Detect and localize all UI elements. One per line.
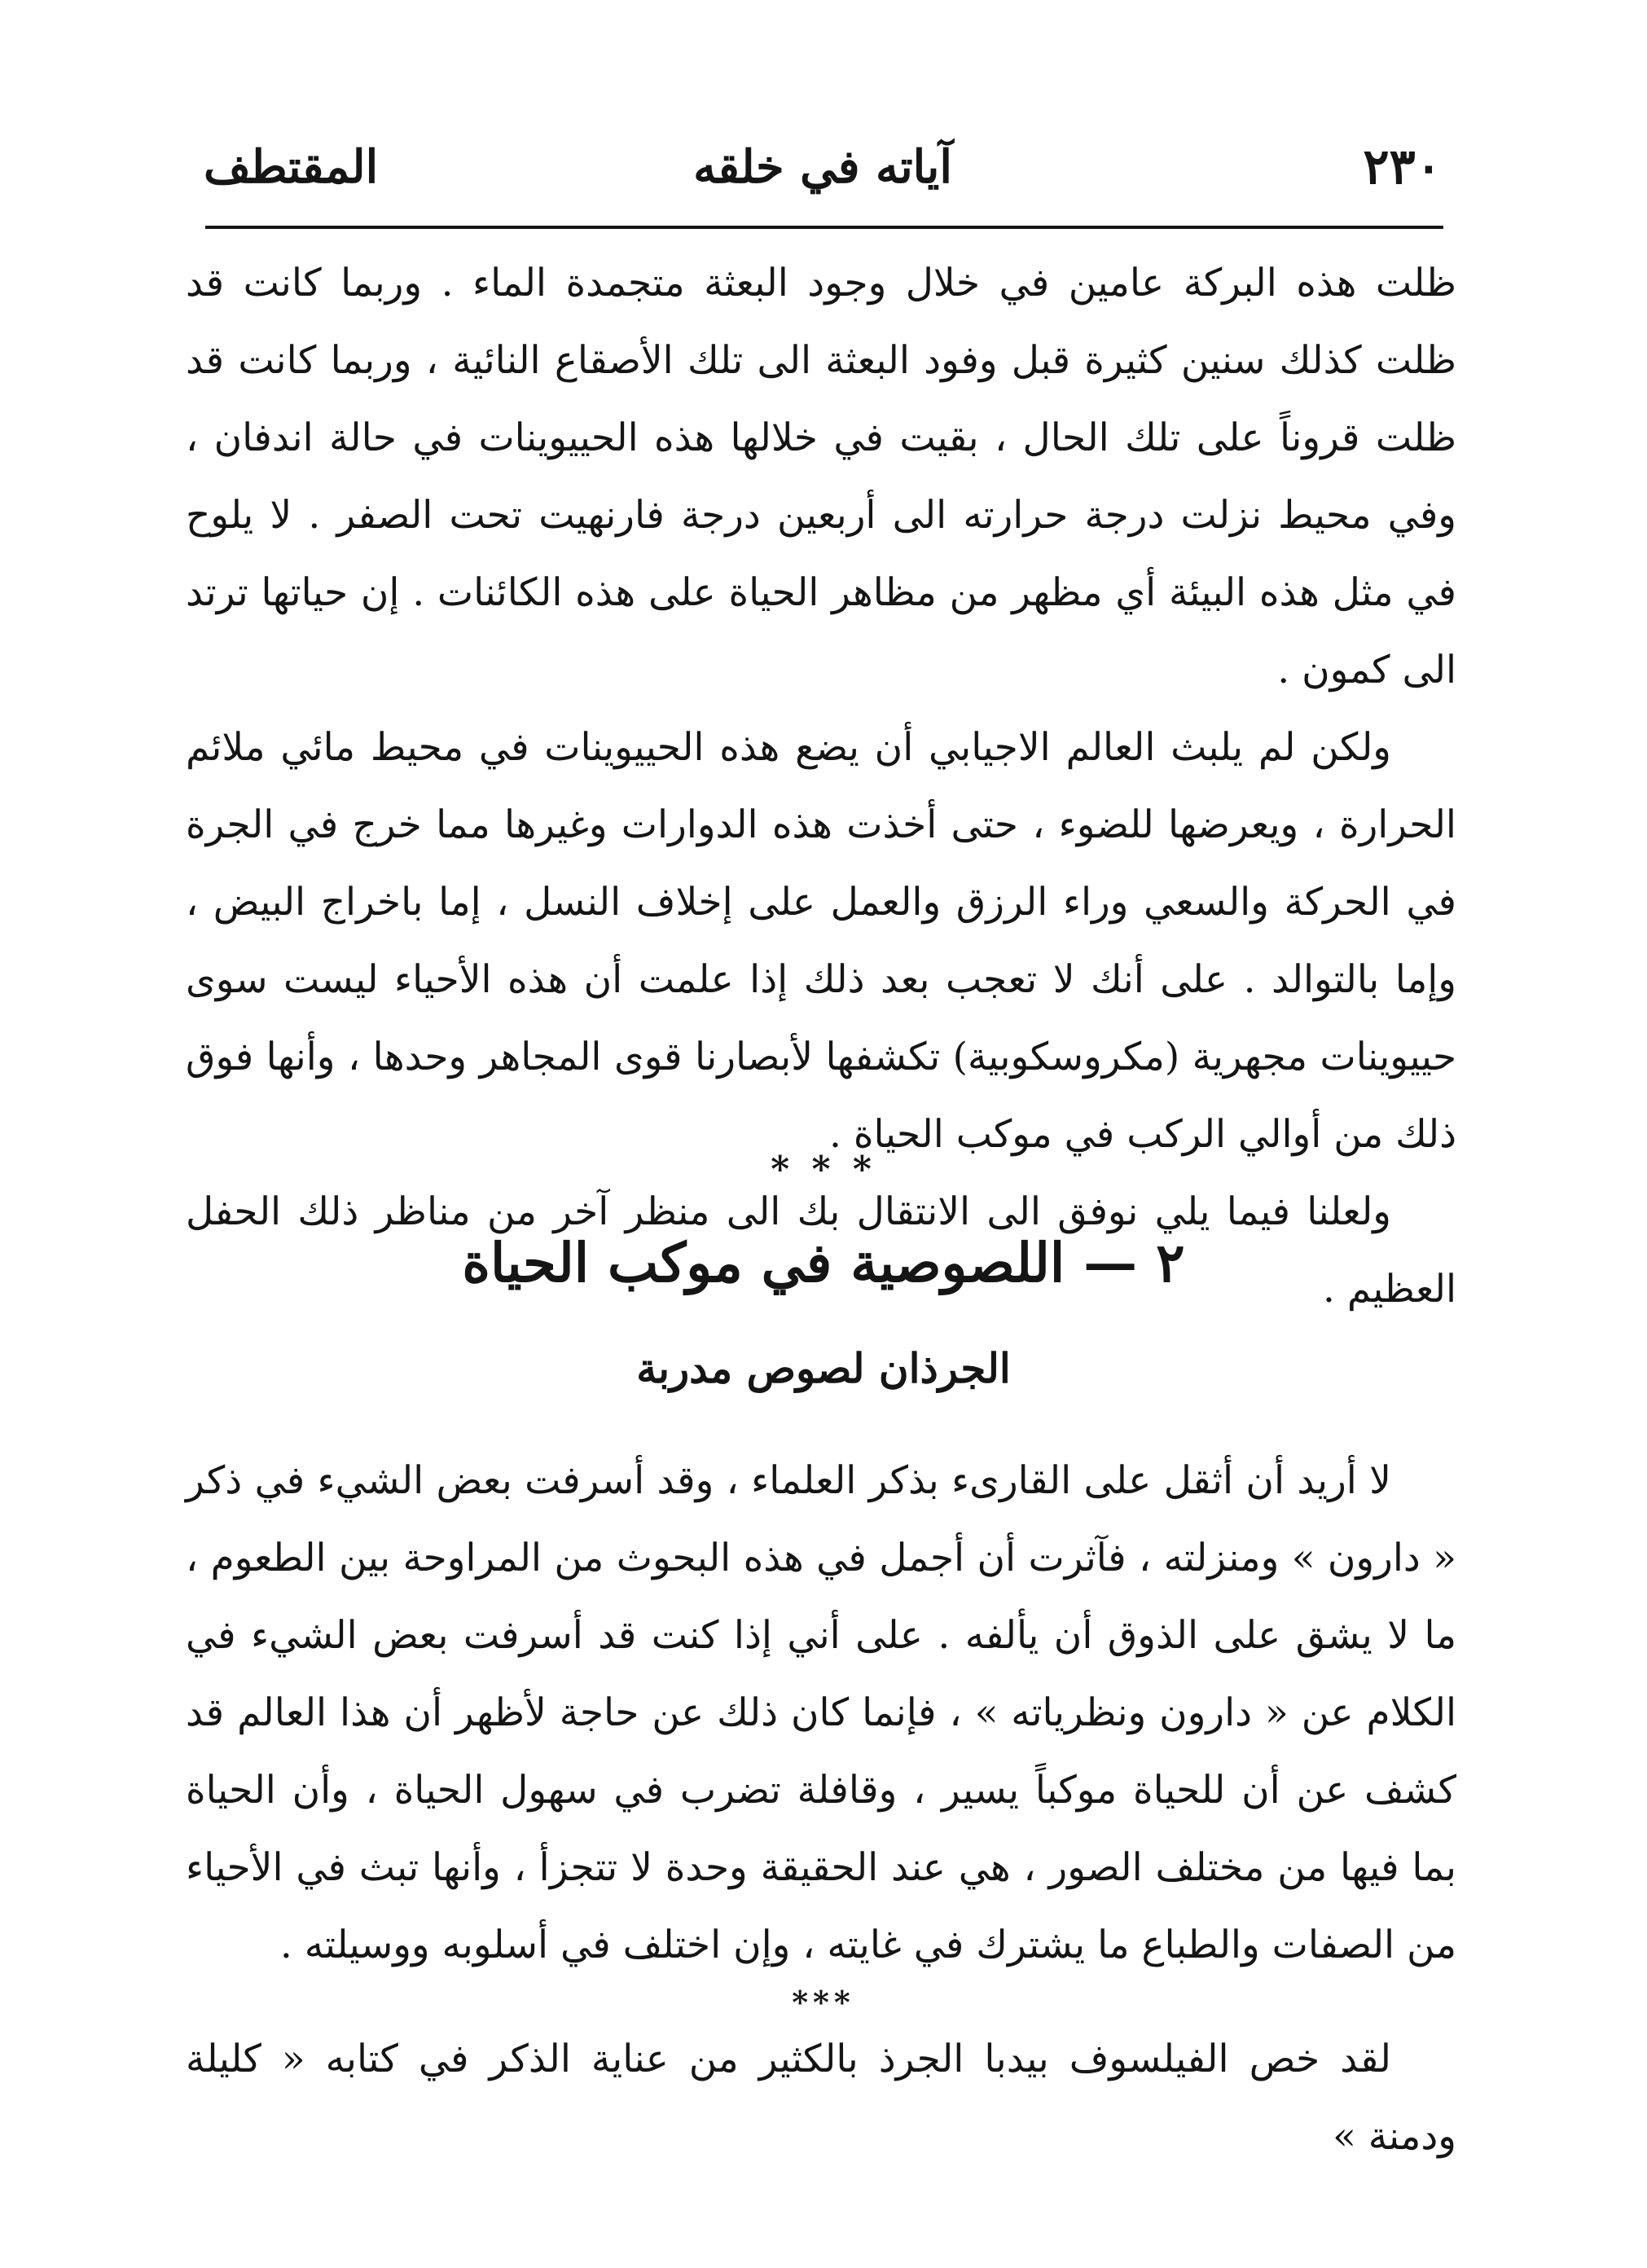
section-separator: * * * xyxy=(771,1149,876,1190)
paragraph: لقد خص الفيلسوف بيدبا الجرذ بالكثير من عناية الذكر في كتابه « كليلة ودمنة » xyxy=(186,2037,1456,2159)
header-rule xyxy=(205,226,1443,229)
section-heading: ٢ — اللصوصية في موكب الحياة xyxy=(462,1231,1185,1294)
running-header xyxy=(204,122,1442,212)
paragraph: لا أريد أن أثقل على القارىء بذكر العلماء ، وقد أسرفت بعض الشيء في ذكر « دارون » ومنزلته ، فآثرت أن أجمل في هذه البحوث من المراوحة بين الطعوم ، ما لا يشق على الذوق أن يألفه . على أني إذا كنت قد أسرفت بعض الشيء في الكلام عن « دارون ونظرياته » ، فإنما كان ذلك عن حاجة لأظهر أن هذا العالم قد كشف عن أن للحياة موكباً يسير ، وقافلة تضرب في سهول الحياة ، وأن الحياة بما فيها من مختلف الصور ، هي عند الحقيقة وحدة لا تتجزأ ، وأنها تبث في الأحياء من الصفات والطباع ما يشترك في غايته ، وإن اختلف في أسلوبه ووسيلته . xyxy=(186,1458,1456,1967)
journal-name: المقتطف xyxy=(204,140,379,194)
page-number: ٢٣٠ xyxy=(1363,138,1442,196)
section-3-text xyxy=(186,2020,1456,2175)
paragraph: ولعلنا فيما يلي نوفق الى الانتقال بك الى منظر آخر من مناظر ذلك الحفل العظيم . xyxy=(186,1189,1456,1312)
paragraph: ولكن لم يلبث العالم الاجيابي أن يضع هذه الحييوينات في محيط مائي ملائم الحرارة ، ويعرضها للضوء ، حتى أخذت هذه الدوارات وغيرها مما خرج في الجرة في الحركة والسعي وراء الرزق والعمل على إخلاف النسل ، إما باخراج البيض ، وإما بالتوالد . على أنك لا تعجب بعد ذلك إذا علمت أن هذه الأحياء ليست سوى حييوينات مجهرية (مكروسكوبية) تكشفها لأبصارنا قوى المجاهر وحدها ، وأنها فوق ذلك من أوالي الركب في موكب الحياة . xyxy=(186,725,1456,1157)
section-subheading: الجرذان لصوص مدربة xyxy=(636,1344,1011,1392)
section-2-text xyxy=(186,1442,1456,1984)
section-separator: *** xyxy=(792,1984,855,2020)
paragraph: ظلت هذه البركة عامين في خلال وجود البعثة متجمدة الماء . وربما كانت قد ظلت كذلك سنين كثيرة قبل وفود البعثة الى تلك الأصقاع النائية ، وربما كانت قد ظلت قروناً على تلك الحال ، بقيت في خلالها هذه الحييوينات في حالة اندفان ، وفي محيط نزلت درجة حرارته الى أربعين درجة فارنهيت تحت الصفر . لا يلوح في مثل هذه البيئة أي مظهر من مظاهر الحياة على هذه الكائنات . إن حياتها ترتد الى كمون . xyxy=(186,261,1456,692)
chapter-title: آياته في خلقه xyxy=(693,140,952,194)
